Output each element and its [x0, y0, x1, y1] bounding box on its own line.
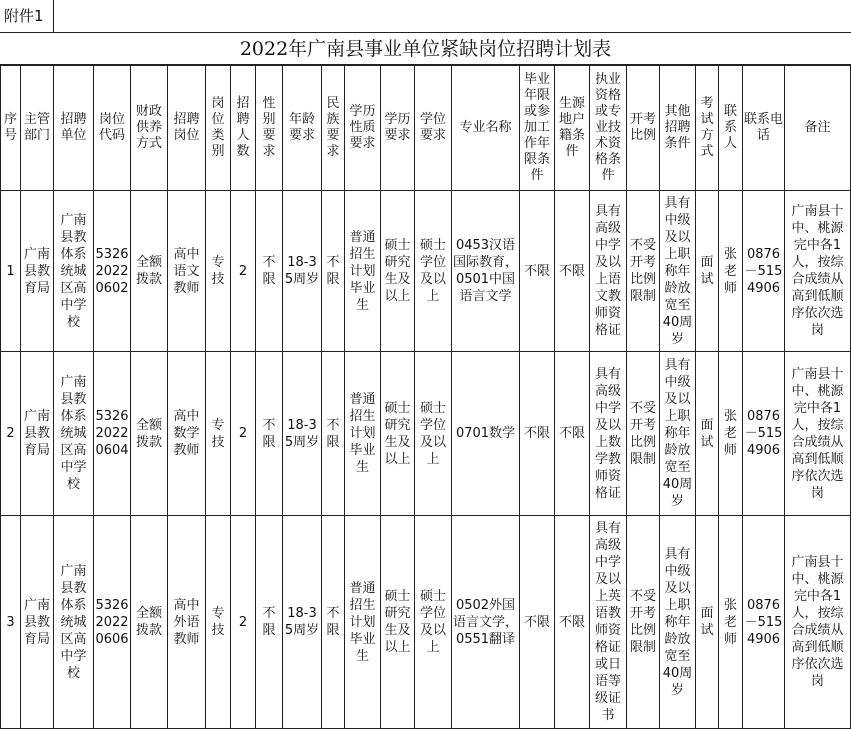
col-header: 招聘人数: [231, 66, 256, 191]
cell-ratio: 不受开考比例限制: [627, 352, 660, 516]
cell-education: 硕士研究生及以上: [381, 352, 415, 516]
cell-age: 18-35周岁: [283, 352, 322, 516]
cell-count: 2: [231, 352, 256, 516]
cell-exam: 面试: [696, 352, 719, 516]
cell-category: 专技: [206, 516, 231, 729]
col-header: 学历要求: [381, 66, 415, 191]
cell-seq: 2: [1, 352, 21, 516]
cell-funding: 全额拨款: [131, 352, 168, 516]
col-header: 招聘岗位: [168, 66, 206, 191]
cell-unit: 广南县教体系统城区高中学校: [54, 516, 94, 729]
col-header: 其他招聘条件: [660, 66, 696, 191]
cell-count: 2: [231, 191, 256, 352]
col-header: 民族要求: [322, 66, 345, 191]
col-header: 备注: [785, 66, 851, 191]
cell-contact: 张老师: [719, 516, 743, 729]
cell-ethnicity: 不限: [322, 516, 345, 729]
col-header: 招聘单位: [54, 66, 94, 191]
col-header: 联系人: [719, 66, 743, 191]
cell-education: 硕士研究生及以上: [381, 516, 415, 729]
table-header-row: [1, 66, 851, 191]
col-header: 岗位代码: [94, 66, 131, 191]
cell-remark: 广南县十中、桃源完中各1人，按综合成绩从高到低顺序依次选岗: [785, 516, 851, 729]
cell-unit: 广南县教体系统城区高中学校: [54, 191, 94, 352]
cell-exam: 面试: [696, 191, 719, 352]
cell-grad-years: 不限: [520, 352, 555, 516]
cell-contact: 张老师: [719, 352, 743, 516]
cell-gender: 不限: [256, 352, 283, 516]
cell-funding: 全额拨款: [131, 516, 168, 729]
col-header: 年龄要求: [283, 66, 322, 191]
col-header: 毕业年限或参加工作年限条件: [520, 66, 555, 191]
cell-seq: 3: [1, 516, 21, 729]
cell-other: 具有中级及以上职称年龄放宽至40周岁: [660, 352, 696, 516]
col-header: 生源地户籍条件: [555, 66, 590, 191]
cell-degree: 硕士学位及以上: [415, 191, 452, 352]
cell-contact: 张老师: [719, 191, 743, 352]
cell-gender: 不限: [256, 191, 283, 352]
cell-ratio: 不受开考比例限制: [627, 516, 660, 729]
table-row: [1, 516, 851, 729]
cell-edu-nature: 普通招生计划毕业生: [345, 352, 381, 516]
cell-position: 高中数学教师: [168, 352, 206, 516]
cell-hukou: 不限: [555, 516, 590, 729]
cell-phone: 0876－5154906: [743, 352, 785, 516]
cell-ethnicity: 不限: [322, 352, 345, 516]
page-title: 2022年广南县事业单位紧缺岗位招聘计划表: [0, 33, 851, 65]
col-header: 学位要求: [415, 66, 452, 191]
cell-grad-years: 不限: [520, 191, 555, 352]
cell-education: 硕士研究生及以上: [381, 191, 415, 352]
cell-dept: 广南县教育局: [21, 352, 54, 516]
cell-position: 高中语文教师: [168, 191, 206, 352]
cell-category: 专技: [206, 191, 231, 352]
cell-category: 专技: [206, 352, 231, 516]
cell-code: 5326 2022 0606: [94, 516, 131, 729]
cell-ethnicity: 不限: [322, 191, 345, 352]
cell-phone: 0876－5154906: [743, 191, 785, 352]
cell-seq: 1: [1, 191, 21, 352]
cell-grad-years: 不限: [520, 516, 555, 729]
col-header: 开考比例: [627, 66, 660, 191]
cell-phone: 0876－5154906: [743, 516, 785, 729]
cell-major: 0453汉语国际教育，0501中国语言文学: [452, 191, 520, 352]
cell-age: 18-35周岁: [283, 191, 322, 352]
cell-hukou: 不限: [555, 191, 590, 352]
col-header: 考试方式: [696, 66, 719, 191]
cell-other: 具有中级及以上职称年龄放宽至40周岁: [660, 191, 696, 352]
col-header: 财政供养方式: [131, 66, 168, 191]
cell-dept: 广南县教育局: [21, 516, 54, 729]
cell-funding: 全额拨款: [131, 191, 168, 352]
cell-other: 具有中级及以上职称年龄放宽至40周岁: [660, 516, 696, 729]
col-header: 岗位类别: [206, 66, 231, 191]
annex-row: [0, 0, 851, 33]
cell-exam: 面试: [696, 516, 719, 729]
col-header: 主管部门: [21, 66, 54, 191]
cell-ratio: 不受开考比例限制: [627, 191, 660, 352]
cell-dept: 广南县教育局: [21, 191, 54, 352]
col-header: 性别要求: [256, 66, 283, 191]
col-header: 执业资格或专业技术资格条件: [590, 66, 627, 191]
cell-qualification: 具有高级中学及以上数学教师资格证: [590, 352, 627, 516]
cell-degree: 硕士学位及以上: [415, 516, 452, 729]
cell-remark: 广南县十中、桃源完中各1人，按综合成绩从高到低顺序依次选岗: [785, 352, 851, 516]
cell-edu-nature: 普通招生计划毕业生: [345, 191, 381, 352]
cell-code: 5326 2022 0604: [94, 352, 131, 516]
cell-gender: 不限: [256, 516, 283, 729]
cell-age: 18-35周岁: [283, 516, 322, 729]
annex-label: 附件1: [0, 0, 54, 33]
cell-degree: 硕士学位及以上: [415, 352, 452, 516]
table-row: [1, 352, 851, 516]
cell-major: 0502外国语言文学，0551翻译: [452, 516, 520, 729]
cell-code: 5326 2022 0602: [94, 191, 131, 352]
col-header: 学历性质要求: [345, 66, 381, 191]
col-header: 专业名称: [452, 66, 520, 191]
recruitment-plan-table: [0, 65, 851, 729]
cell-hukou: 不限: [555, 352, 590, 516]
cell-major: 0701数学: [452, 352, 520, 516]
cell-qualification: 具有高级中学及以上英语教师资格证或日语等级证书: [590, 516, 627, 729]
cell-position: 高中外语教师: [168, 516, 206, 729]
cell-edu-nature: 普通招生计划毕业生: [345, 516, 381, 729]
cell-qualification: 具有高级中学及以上语文教师资格证: [590, 191, 627, 352]
col-header: 联系电话: [743, 66, 785, 191]
cell-unit: 广南县教体系统城区高中学校: [54, 352, 94, 516]
cell-remark: 广南县十中、桃源完中各1人，按综合成绩从高到低顺序依次选岗: [785, 191, 851, 352]
cell-count: 2: [231, 516, 256, 729]
col-header: 序号: [1, 66, 21, 191]
table-row: [1, 191, 851, 352]
